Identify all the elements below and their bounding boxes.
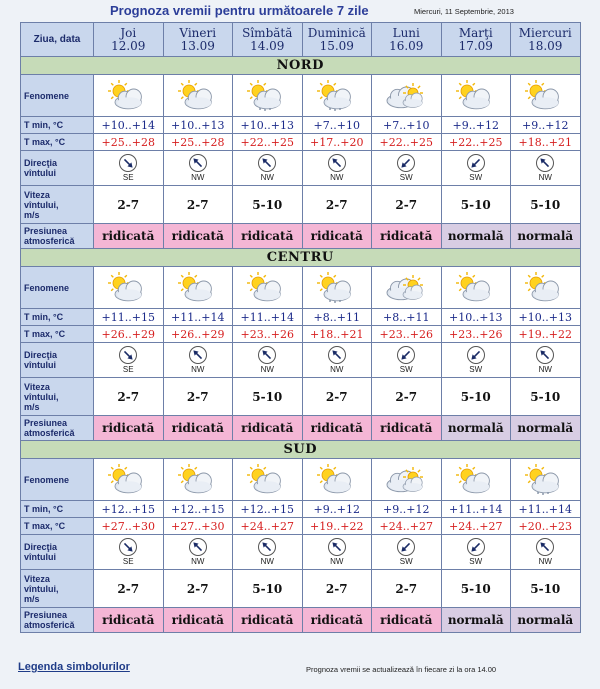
wind-speed-row [21, 378, 581, 416]
wind-speed-value: 5-10 [441, 378, 511, 416]
pressure-value: normală [511, 416, 581, 441]
tmin-value: +11..+14 [233, 309, 303, 326]
day-date: 18.09 [528, 38, 563, 53]
row-label [21, 75, 94, 117]
weather-cell [302, 459, 372, 501]
weather-cell [163, 267, 233, 309]
wind-arrow-icon [536, 538, 554, 556]
day-date: 14.09 [250, 38, 285, 53]
pressure-row [21, 608, 581, 633]
wind-direction-cell [94, 151, 164, 186]
sun-cloud-icon [94, 463, 163, 497]
tmin-value: +12..+15 [94, 501, 164, 518]
weather-cell [441, 267, 511, 309]
tmax-value: +20..+23 [511, 518, 581, 535]
wind-arrow-icon [189, 154, 207, 172]
wind-speed-value: 2-7 [163, 570, 233, 608]
day-header [163, 23, 233, 57]
row-label-text: T min, °C [24, 504, 64, 514]
phenomena-row [21, 75, 581, 117]
wind-direction-cell [302, 535, 372, 570]
page-header [0, 0, 600, 20]
weather-cell [441, 459, 511, 501]
tmin-value: +12..+15 [163, 501, 233, 518]
wind-speed-value: 5-10 [511, 570, 581, 608]
day-header [441, 23, 511, 57]
wind-arrow-icon [258, 538, 276, 556]
wind-arrow-icon [397, 346, 415, 364]
tmin-value: +11..+14 [163, 309, 233, 326]
row-label-text: Fenomene [24, 474, 70, 485]
tmin-value: +11..+14 [441, 501, 511, 518]
wind-direction-text: NW [538, 173, 552, 182]
wind-arrow-icon [119, 538, 137, 556]
row-label-text: Direcţia [24, 542, 58, 552]
wind-direction-cell [372, 343, 442, 378]
wind-direction-text: SW [399, 365, 413, 374]
row-label [21, 326, 94, 343]
sun-cloud-rain-icon [233, 79, 302, 113]
update-note: Prognoza vremii se actualizează în fiecare zi la ora 14.00 [306, 665, 497, 674]
tmax-value: +19..+22 [511, 326, 581, 343]
wind-speed-value: 5-10 [441, 570, 511, 608]
sun-cloud-rain-icon [511, 463, 580, 497]
tmax-value: +22..+25 [233, 134, 303, 151]
weather-cell [511, 459, 581, 501]
pressure-value: ridicată [94, 608, 164, 633]
tmax-value: +24..+27 [372, 518, 442, 535]
sun-cloud-icon [164, 463, 233, 497]
row-label-text: Presiunea [24, 226, 68, 236]
row-label-text: Viteza [24, 381, 50, 392]
tmin-value: +12..+15 [233, 501, 303, 518]
wind-direction-text: SW [469, 365, 483, 374]
row-label-text: Presiunea [24, 418, 68, 428]
wind-speed-value: 5-10 [233, 570, 303, 608]
tmax-row [21, 518, 581, 535]
wind-arrow-icon [119, 346, 137, 364]
day-header [233, 23, 303, 57]
tmin-value: +9..+12 [511, 117, 581, 134]
region-row [21, 249, 581, 267]
row-label [21, 134, 94, 151]
sun-cloud-icon [442, 79, 511, 113]
tmax-value: +26..+29 [94, 326, 164, 343]
tmax-value: +27..+30 [163, 518, 233, 535]
tmin-value: +11..+15 [94, 309, 164, 326]
wind-direction-cell [372, 535, 442, 570]
current-date: Miercuri, 11 Septembrie, 2013 [414, 7, 514, 16]
wind-arrow-icon [328, 154, 346, 172]
pressure-value: ridicată [163, 416, 233, 441]
tmax-value: +22..+25 [372, 134, 442, 151]
tmax-value: +26..+29 [163, 326, 233, 343]
sun-cloud-icon [303, 463, 372, 497]
weather-cell [94, 267, 164, 309]
row-label-text: atmosferică [24, 620, 75, 630]
row-label-text: vîntului, [24, 391, 59, 402]
row-label [21, 501, 94, 518]
row-label [21, 309, 94, 326]
tmin-value: +10..+14 [94, 117, 164, 134]
row-label [21, 224, 94, 249]
row-label [21, 518, 94, 535]
wind-direction-cell [441, 343, 511, 378]
region-row [21, 441, 581, 459]
tmax-row [21, 134, 581, 151]
wind-arrow-icon [328, 346, 346, 364]
row-label [21, 416, 94, 441]
wind-direction-text: SE [122, 173, 134, 182]
pressure-value: normală [511, 608, 581, 633]
wind-speed-value: 2-7 [372, 378, 442, 416]
wind-direction-cell [94, 535, 164, 570]
wind-direction-cell [163, 151, 233, 186]
wind-direction-cell [302, 343, 372, 378]
wind-direction-cell [163, 535, 233, 570]
wind-speed-value: 2-7 [302, 570, 372, 608]
day-header [372, 23, 442, 57]
row-label-text: Direcţia [24, 350, 58, 360]
row-label-text: m/s [24, 209, 40, 220]
tmin-value: +7..+10 [372, 117, 442, 134]
symbol-legend-link[interactable]: Legenda simbolurilor [18, 661, 130, 673]
pressure-value: ridicată [302, 416, 372, 441]
wind-arrow-icon [328, 538, 346, 556]
wind-arrow-icon [536, 346, 554, 364]
wind-arrow-icon [258, 154, 276, 172]
wind-direction-text: NW [260, 365, 274, 374]
region-title: CENTRU [21, 249, 581, 267]
tmin-row [21, 309, 581, 326]
day-name: Miercuri [518, 25, 572, 40]
tmin-value: +9..+12 [302, 501, 372, 518]
page-footer [0, 660, 600, 689]
wind-arrow-icon [397, 154, 415, 172]
region-row [21, 57, 581, 75]
wind-arrow-icon [189, 538, 207, 556]
pressure-value: ridicată [302, 608, 372, 633]
wind-direction-cell [163, 343, 233, 378]
pressure-value: ridicată [233, 416, 303, 441]
pressure-value: ridicată [372, 416, 442, 441]
cloud-sun-icon [372, 79, 441, 113]
day-date: 17.09 [458, 38, 493, 53]
pressure-value: ridicată [372, 224, 442, 249]
wind-direction-cell [372, 151, 442, 186]
wind-arrow-icon [536, 154, 554, 172]
phenomena-row [21, 267, 581, 309]
pressure-value: normală [441, 608, 511, 633]
wind-direction-cell [233, 343, 303, 378]
wind-direction-cell [441, 535, 511, 570]
pressure-row [21, 416, 581, 441]
region-title: NORD [21, 57, 581, 75]
day-header [302, 23, 372, 57]
pressure-value: ridicată [94, 416, 164, 441]
row-label [21, 343, 94, 378]
wind-direction-text: NW [191, 557, 205, 566]
weather-cell [94, 75, 164, 117]
day-date: 12.09 [111, 38, 146, 53]
wind-direction-cell [511, 535, 581, 570]
sun-cloud-icon [94, 79, 163, 113]
wind-speed-value: 5-10 [511, 186, 581, 224]
pressure-value: ridicată [233, 224, 303, 249]
row-label-text: Fenomene [24, 90, 70, 101]
weather-cell [163, 75, 233, 117]
wind-direction-text: NW [260, 173, 274, 182]
row-label [21, 186, 94, 224]
wind-speed-value: 5-10 [441, 186, 511, 224]
sun-cloud-icon [164, 271, 233, 305]
row-label [21, 608, 94, 633]
wind-speed-value: 2-7 [302, 186, 372, 224]
wind-arrow-icon [258, 346, 276, 364]
weather-cell [302, 75, 372, 117]
row-label-text: T max, °C [24, 137, 66, 147]
wind-speed-value: 2-7 [163, 378, 233, 416]
weather-cell [233, 459, 303, 501]
wind-speed-value: 2-7 [163, 186, 233, 224]
wind-direction-cell [94, 343, 164, 378]
row-label-text: m/s [24, 593, 40, 604]
tmax-row [21, 326, 581, 343]
wind-direction-text: SW [399, 173, 413, 182]
pressure-value: ridicată [233, 608, 303, 633]
sun-cloud-icon [511, 271, 580, 305]
wind-arrow-icon [467, 538, 485, 556]
wind-speed-value: 2-7 [94, 570, 164, 608]
tmax-value: +27..+30 [94, 518, 164, 535]
weather-cell [441, 75, 511, 117]
wind-arrow-icon [467, 154, 485, 172]
region-title: SUD [21, 441, 581, 459]
pressure-value: normală [441, 224, 511, 249]
tmax-value: +18..+21 [511, 134, 581, 151]
wind-direction-text: SW [399, 557, 413, 566]
row-label-text: T min, °C [24, 120, 64, 130]
pressure-value: ridicată [372, 608, 442, 633]
weather-cell [94, 459, 164, 501]
wind-direction-text: NW [538, 365, 552, 374]
wind-speed-value: 5-10 [233, 186, 303, 224]
pressure-value: ridicată [163, 608, 233, 633]
pressure-value: ridicată [163, 224, 233, 249]
sun-cloud-icon [511, 79, 580, 113]
day-name: Luni [392, 25, 420, 40]
wind-direction-text: NW [191, 365, 205, 374]
row-label-text: m/s [24, 401, 40, 412]
row-label-text: vîntului, [24, 199, 59, 210]
wind-arrow-icon [397, 538, 415, 556]
day-name: Joi [120, 25, 137, 40]
tmax-value: +17..+20 [302, 134, 372, 151]
sun-cloud-icon [94, 271, 163, 305]
wind-direction-text: NW [330, 365, 344, 374]
tmin-value: +9..+12 [441, 117, 511, 134]
weather-cell [302, 267, 372, 309]
tmin-value: +7..+10 [302, 117, 372, 134]
row-label [21, 117, 94, 134]
wind-direction-text: NW [538, 557, 552, 566]
wind-direction-cell [511, 343, 581, 378]
wind-direction-text: NW [260, 557, 274, 566]
tmax-value: +24..+27 [233, 518, 303, 535]
row-label-text: atmosferică [24, 428, 75, 438]
wind-direction-text: SW [469, 557, 483, 566]
wind-direction-text: NW [191, 173, 205, 182]
row-label-text: vîntului [24, 360, 56, 370]
tmax-value: +19..+22 [302, 518, 372, 535]
weather-cell [372, 267, 442, 309]
row-label-text: T min, °C [24, 312, 64, 322]
tmax-value: +23..+26 [441, 326, 511, 343]
row-label [21, 267, 94, 309]
tmax-value: +18..+21 [302, 326, 372, 343]
wind-direction-text: NW [330, 557, 344, 566]
row-label-text: atmosferică [24, 236, 75, 246]
tmin-row [21, 501, 581, 518]
row-label-text: T max, °C [24, 329, 66, 339]
pressure-value: ridicată [302, 224, 372, 249]
weather-cell [233, 75, 303, 117]
day-name: Sîmbătă [242, 25, 293, 40]
day-name: Duminică [307, 25, 366, 40]
page-title: Prognoza vremii pentru următoarele 7 zile [110, 3, 369, 18]
cloud-sun-icon [372, 463, 441, 497]
row-label [21, 535, 94, 570]
row-label [21, 151, 94, 186]
tmin-row [21, 117, 581, 134]
row-label-text: vîntului [24, 552, 56, 562]
weather-cell [372, 459, 442, 501]
day-date: 16.09 [389, 38, 424, 53]
tmax-value: +25..+28 [94, 134, 164, 151]
tmin-value: +9..+12 [372, 501, 442, 518]
day-name: Vineri [179, 25, 217, 40]
sun-cloud-icon [164, 79, 233, 113]
row-label-text: Fenomene [24, 282, 70, 293]
weather-cell [163, 459, 233, 501]
weather-cell [372, 75, 442, 117]
phenomena-row [21, 459, 581, 501]
row-label-text: Direcţia [24, 158, 58, 168]
wind-direction-cell [233, 151, 303, 186]
wind-arrow-icon [119, 154, 137, 172]
wind-arrow-icon [189, 346, 207, 364]
tmax-value: +23..+26 [233, 326, 303, 343]
day-date: 13.09 [180, 38, 215, 53]
sun-cloud-icon [233, 271, 302, 305]
row-label [21, 378, 94, 416]
wind-direction-row [21, 343, 581, 378]
wind-direction-cell [233, 535, 303, 570]
wind-direction-text: SE [122, 557, 134, 566]
weather-cell [233, 267, 303, 309]
row-label-text: vîntului, [24, 583, 59, 594]
wind-direction-text: NW [330, 173, 344, 182]
day-header [511, 23, 581, 57]
tmin-value: +10..+13 [441, 309, 511, 326]
wind-speed-value: 2-7 [302, 378, 372, 416]
row-label-text: Presiunea [24, 610, 68, 620]
row-label-text: vîntului [24, 168, 56, 178]
row-label [21, 459, 94, 501]
sun-cloud-rain-icon [303, 271, 372, 305]
pressure-value: normală [511, 224, 581, 249]
pressure-row [21, 224, 581, 249]
tmin-value: +10..+13 [163, 117, 233, 134]
tmin-value: +10..+13 [511, 309, 581, 326]
tmax-value: +22..+25 [441, 134, 511, 151]
sun-cloud-icon [233, 463, 302, 497]
row-label-text: Viteza [24, 189, 50, 200]
wind-direction-cell [511, 151, 581, 186]
weather-cell [511, 267, 581, 309]
tmax-value: +23..+26 [372, 326, 442, 343]
wind-direction-text: SW [469, 173, 483, 182]
sun-cloud-rain-icon [303, 79, 372, 113]
wind-arrow-icon [467, 346, 485, 364]
tmax-value: +24..+27 [441, 518, 511, 535]
wind-direction-cell [441, 151, 511, 186]
wind-speed-value: 2-7 [94, 186, 164, 224]
day-name: Marţi [458, 25, 493, 40]
row-label-text: T max, °C [24, 521, 66, 531]
day-header-row [21, 23, 581, 57]
sun-cloud-icon [442, 271, 511, 305]
wind-speed-row [21, 186, 581, 224]
tmin-value: +8..+11 [372, 309, 442, 326]
day-header [94, 23, 164, 57]
wind-speed-value: 2-7 [372, 186, 442, 224]
wind-speed-value: 5-10 [233, 378, 303, 416]
forecast-table [20, 22, 581, 633]
sun-cloud-icon [442, 463, 511, 497]
wind-direction-cell [302, 151, 372, 186]
wind-direction-row [21, 535, 581, 570]
tmax-value: +25..+28 [163, 134, 233, 151]
wind-speed-value: 5-10 [511, 378, 581, 416]
tmin-value: +10..+13 [233, 117, 303, 134]
wind-direction-row [21, 151, 581, 186]
day-date: 15.09 [319, 38, 354, 53]
tmin-value: +11..+14 [511, 501, 581, 518]
tmin-value: +8..+11 [302, 309, 372, 326]
pressure-value: ridicată [94, 224, 164, 249]
day-date-label: Ziua, data [21, 23, 94, 57]
wind-speed-row [21, 570, 581, 608]
wind-direction-text: SE [122, 365, 134, 374]
wind-speed-value: 2-7 [372, 570, 442, 608]
row-label [21, 570, 94, 608]
row-label-text: Viteza [24, 573, 50, 584]
cloud-sun-icon [372, 271, 441, 305]
weather-cell [511, 75, 581, 117]
pressure-value: normală [441, 416, 511, 441]
wind-speed-value: 2-7 [94, 378, 164, 416]
